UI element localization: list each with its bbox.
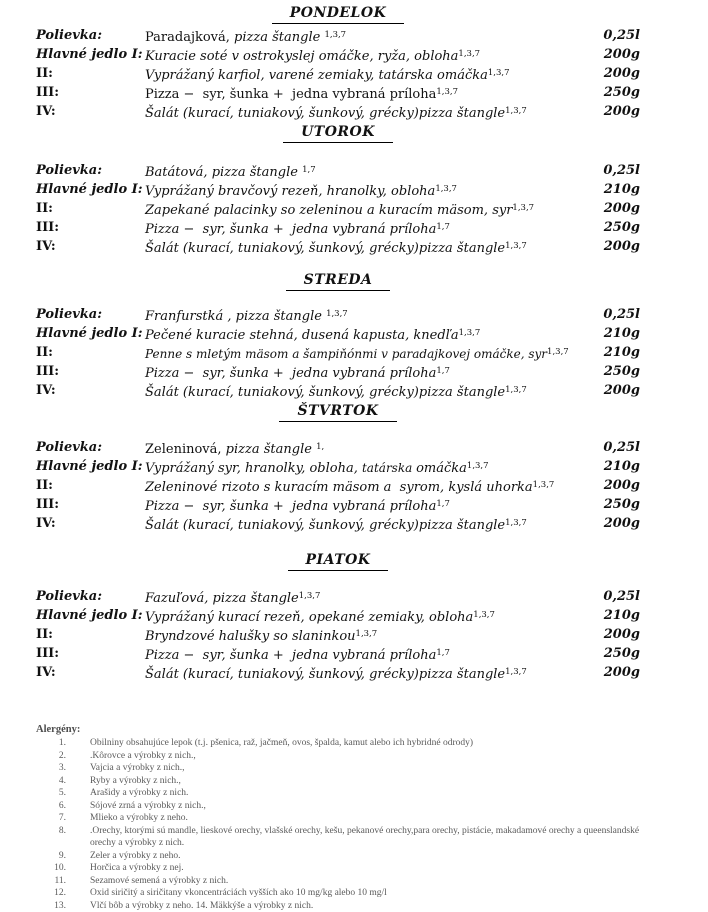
day-header (36, 122, 640, 143)
dish-text (145, 439, 580, 458)
dish-part: Paradajková, (145, 30, 230, 45)
allergens-section (36, 723, 640, 912)
day-section-stvrtok (36, 401, 640, 534)
allergen-superscript: 1,3,7 (505, 667, 527, 677)
day-header (36, 3, 640, 24)
menu-row (36, 515, 640, 534)
portion-value: 200g (580, 515, 640, 534)
allergen-number: 7. (42, 812, 66, 825)
allergen-text: Vlčí bôb a výrobky z neho. 14. Mäkkýše a výrobky z nich. (90, 900, 640, 912)
allergen-superscript: 1, (316, 442, 324, 452)
course-label: Hlavné jedlo I: (36, 607, 145, 626)
dish-text (145, 103, 580, 122)
allergen-superscript: 1,3,7 (356, 629, 378, 639)
course-label: Polievka: (36, 27, 145, 46)
dish-part: Zapekané palacinky so zeleninou a kuracím mäsom, syr (145, 203, 512, 218)
dish-text (145, 607, 580, 626)
allergen-superscript: 1,3,7 (505, 385, 527, 395)
day-section-piatok (36, 550, 640, 683)
allergen-superscript: 1,7 (436, 366, 450, 376)
course-label: IV: (36, 238, 145, 257)
allergen-superscript: 1,7 (436, 499, 450, 509)
course-label: Hlavné jedlo I: (36, 46, 145, 65)
dish-text (145, 181, 580, 200)
menu-row (36, 306, 640, 325)
dish-text (145, 219, 580, 238)
dish-text (145, 306, 580, 325)
menu-row (36, 103, 640, 122)
menu-row (36, 363, 640, 382)
allergen-item (42, 850, 640, 863)
day-section-pondelok (36, 3, 640, 122)
dish-part: pizza štangle (230, 30, 325, 45)
course-label: IV: (36, 515, 145, 534)
dish-text (145, 344, 580, 363)
portion-value: 200g (580, 238, 640, 257)
allergen-item (42, 887, 640, 900)
allergen-item (42, 750, 640, 763)
dish-part: Pizza − syr, šunka + jedna vybraná príloha (145, 366, 436, 381)
portion-value: 200g (580, 65, 640, 84)
dish-text (145, 588, 580, 607)
dish-part: Bryndzové halušky so slaninkou (145, 629, 356, 644)
day-section-utorok (36, 122, 640, 257)
allergen-superscript: 1,3,7 (299, 591, 321, 601)
course-label: III: (36, 363, 145, 382)
dish-text (145, 325, 580, 344)
course-label: II: (36, 626, 145, 645)
course-label: Hlavné jedlo I: (36, 458, 145, 477)
dish-part: Vyprážaný karfiol, varené zemiaky, tatárska omáčka (145, 68, 488, 83)
portion-value: 250g (580, 84, 640, 103)
menu-row (36, 84, 640, 103)
allergen-superscript: 1,3,7 (459, 328, 481, 338)
menu-row (36, 607, 640, 626)
menu-row (36, 496, 640, 515)
course-label: Hlavné jedlo I: (36, 181, 145, 200)
allergen-item (42, 762, 640, 775)
course-label: III: (36, 645, 145, 664)
portion-value: 210g (580, 325, 640, 344)
allergen-number: 12. (42, 887, 66, 900)
day-title: STREDA (286, 272, 391, 291)
allergen-superscript: 1,7 (436, 222, 450, 232)
day-title: PIATOK (288, 552, 389, 571)
dish-part: Vyprážaný kurací rezeň, opekané zemiaky, obloha (145, 610, 473, 625)
allergen-superscript: 1,3,7 (505, 106, 527, 116)
allergen-number: 1. (42, 737, 66, 750)
dish-part: tatárska (362, 461, 416, 475)
course-label: II: (36, 200, 145, 219)
allergen-item (42, 737, 640, 750)
course-label: IV: (36, 103, 145, 122)
allergen-superscript: 1,3,7 (547, 347, 569, 357)
portion-value: 250g (580, 496, 640, 515)
allergen-superscript: 1,3,7 (512, 203, 534, 213)
allergen-superscript: 1,3,7 (467, 461, 489, 471)
portion-value: 0,25l (580, 162, 640, 181)
day-rows (36, 306, 640, 401)
allergen-superscript: 1,3,7 (505, 241, 527, 251)
dish-part: Vyprážaný bravčový rezeň, hranolky, obloha (145, 184, 435, 199)
portion-value: 200g (580, 664, 640, 683)
menu-row (36, 439, 640, 458)
course-label: Polievka: (36, 306, 145, 325)
menu-row (36, 382, 640, 401)
allergen-superscript: 1,3,7 (436, 87, 458, 97)
dish-text (145, 382, 580, 401)
menu-row (36, 162, 640, 181)
course-label: III: (36, 219, 145, 238)
dish-text (145, 626, 580, 645)
course-label: Hlavné jedlo I: (36, 325, 145, 344)
day-rows (36, 27, 640, 122)
portion-value: 250g (580, 645, 640, 664)
day-header (36, 270, 640, 291)
portion-value: 200g (580, 477, 640, 496)
dish-part: Vyprážaný syr, hranolky, obloha, (145, 461, 362, 476)
allergen-superscript: 1,3,7 (473, 610, 495, 620)
dish-text (145, 363, 580, 382)
allergen-superscript: 1,7 (436, 648, 450, 658)
dish-part: Fazuľová, pizza štangle (145, 591, 299, 606)
allergen-item (42, 775, 640, 788)
portion-value: 0,25l (580, 588, 640, 607)
menu-row (36, 664, 640, 683)
dish-text (145, 664, 580, 683)
allergen-text: .Kôrovce a výrobky z nich., (90, 750, 640, 763)
allergen-number: 6. (42, 800, 66, 813)
allergen-superscript: 1,3,7 (488, 68, 510, 78)
dish-part: Franfurstká , pizza štangle (145, 309, 326, 324)
day-rows (36, 439, 640, 534)
course-label: II: (36, 65, 145, 84)
allergen-text: Sezamové semená a výrobky z nich. (90, 875, 640, 888)
dish-part: Pizza − syr, šunka + jedna vybraná príloha (145, 87, 436, 102)
allergen-number: 4. (42, 775, 66, 788)
day-rows (36, 162, 640, 257)
day-section-streda (36, 270, 640, 401)
dish-part: Pizza − syr, šunka + jedna vybraná príloha (145, 222, 436, 237)
allergen-item (42, 875, 640, 888)
menu-row (36, 219, 640, 238)
allergen-text: Vajcia a výrobky z nich., (90, 762, 640, 775)
allergen-text: Sójové zrná a výrobky z nich., (90, 800, 640, 813)
course-label: Polievka: (36, 439, 145, 458)
menu-row (36, 645, 640, 664)
dish-part: pizza štangle (222, 442, 317, 457)
allergen-text: Zeler a výrobky z neho. (90, 850, 640, 863)
allergen-text: Arašidy a výrobky z nich. (90, 787, 640, 800)
allergen-item (42, 862, 640, 875)
portion-value: 0,25l (580, 306, 640, 325)
dish-text (145, 162, 580, 181)
allergen-number: 9. (42, 850, 66, 863)
allergen-number: 8. (42, 825, 66, 850)
dish-part: Šalát (kurací, tuniakový, šunkový, grécky)pizza štangle (145, 241, 505, 256)
allergen-item (42, 800, 640, 813)
dish-text (145, 200, 580, 219)
menu-row (36, 27, 640, 46)
portion-value: 250g (580, 219, 640, 238)
portion-value: 200g (580, 103, 640, 122)
dish-part: Kuracie soté v ostrokyslej omáčke, ryža, obloha (145, 49, 458, 64)
allergen-number: 5. (42, 787, 66, 800)
dish-text (145, 238, 580, 257)
dish-part: Zeleninová, (145, 442, 222, 457)
dish-part: Penne s mletým mäsom a šampiňónmi v paradajkovej omáčke, syr (145, 347, 547, 361)
allergens-title: Alergény: (36, 723, 640, 737)
menu-row (36, 344, 640, 363)
day-header (36, 401, 640, 422)
allergens-list (42, 737, 640, 912)
day-header (36, 550, 640, 571)
dish-text (145, 515, 580, 534)
allergen-number: 13. (42, 900, 66, 912)
dish-text (145, 46, 580, 65)
day-title: ŠTVRTOK (279, 403, 396, 422)
allergen-superscript: 1,3,7 (458, 49, 480, 59)
menu-row (36, 65, 640, 84)
portion-value: 210g (580, 458, 640, 477)
dish-part: Pečené kuracie stehná, dusená kapusta, knedľa (145, 328, 459, 343)
portion-value: 210g (580, 344, 640, 363)
allergen-item (42, 812, 640, 825)
dish-part: Šalát (kurací, tuniakový, šunkový, grécky)pizza štangle (145, 385, 505, 400)
menu-row (36, 477, 640, 496)
allergen-item (42, 900, 640, 912)
menu-row (36, 46, 640, 65)
portion-value: 210g (580, 181, 640, 200)
dish-part: Šalát (kurací, tuniakový, šunkový, grécky)pizza štangle (145, 518, 505, 533)
menu-row (36, 458, 640, 477)
dish-text (145, 84, 580, 103)
dish-part: Pizza − syr, šunka + jedna vybraná príloha (145, 499, 436, 514)
portion-value: 250g (580, 363, 640, 382)
allergen-text: Oxid siričitý a siričitany vkoncentráciách vyšších ako 10 mg/kg alebo 10 mg/l (90, 887, 640, 900)
day-title: PONDELOK (272, 5, 405, 24)
course-label: III: (36, 496, 145, 515)
allergen-item (42, 825, 640, 850)
allergen-number: 10. (42, 862, 66, 875)
dish-text (145, 27, 580, 46)
menu-row (36, 325, 640, 344)
course-label: II: (36, 344, 145, 363)
dish-part: Šalát (kurací, tuniakový, šunkový, grécky)pizza štangle (145, 667, 505, 682)
allergen-superscript: 1,7 (302, 165, 316, 175)
portion-value: 200g (580, 46, 640, 65)
dish-text (145, 477, 580, 496)
allergen-superscript: 1,3,7 (505, 518, 527, 528)
dish-text (145, 496, 580, 515)
dish-part: Zeleninové rizoto s kuracím mäsom a syrom, kyslá uhorka (145, 480, 533, 495)
portion-value: 200g (580, 382, 640, 401)
allergen-text: .Orechy, ktorými sú mandle, lieskové orechy, vlašské orechy, kešu, pekanové orechy,para orechy, pistácie, makadamové orechy a queenslandské orechy a výrobky z nich. (90, 825, 640, 850)
allergen-number: 11. (42, 875, 66, 888)
allergen-superscript: 1,3,7 (326, 309, 348, 319)
day-title: UTOROK (283, 124, 393, 143)
dish-part: Šalát (kurací, tuniakový, šunkový, grécky)pizza štangle (145, 106, 505, 121)
course-label: III: (36, 84, 145, 103)
allergen-superscript: 1,3,7 (533, 480, 555, 490)
course-label: Polievka: (36, 162, 145, 181)
dish-text (145, 65, 580, 84)
course-label: IV: (36, 382, 145, 401)
course-label: IV: (36, 664, 145, 683)
portion-value: 200g (580, 626, 640, 645)
menu-row (36, 238, 640, 257)
portion-value: 0,25l (580, 27, 640, 46)
allergen-text: Obilniny obsahujúce lepok (t.j. pšenica, raž, jačmeň, ovos, špalda, kamut alebo ich hybridné odrody) (90, 737, 640, 750)
course-label: Polievka: (36, 588, 145, 607)
allergen-item (42, 787, 640, 800)
portion-value: 0,25l (580, 439, 640, 458)
menu-row (36, 181, 640, 200)
menu-row (36, 588, 640, 607)
allergen-superscript: 1,3,7 (435, 184, 457, 194)
allergen-text: Ryby a výrobky z nich., (90, 775, 640, 788)
allergen-text: Mlieko a výrobky z neho. (90, 812, 640, 825)
menu-row (36, 626, 640, 645)
allergen-number: 2. (42, 750, 66, 763)
dish-part: Pizza − syr, šunka + jedna vybraná príloha (145, 648, 436, 663)
allergen-number: 3. (42, 762, 66, 775)
dish-text (145, 458, 580, 477)
portion-value: 210g (580, 607, 640, 626)
dish-part: omáčka (416, 461, 467, 476)
course-label: II: (36, 477, 145, 496)
dish-part: Batátová, pizza štangle (145, 165, 302, 180)
portion-value: 200g (580, 200, 640, 219)
allergen-text: Horčica a výrobky z nej. (90, 862, 640, 875)
dish-text (145, 645, 580, 664)
allergen-superscript: 1,3,7 (324, 30, 346, 40)
menu-row (36, 200, 640, 219)
day-rows (36, 588, 640, 683)
